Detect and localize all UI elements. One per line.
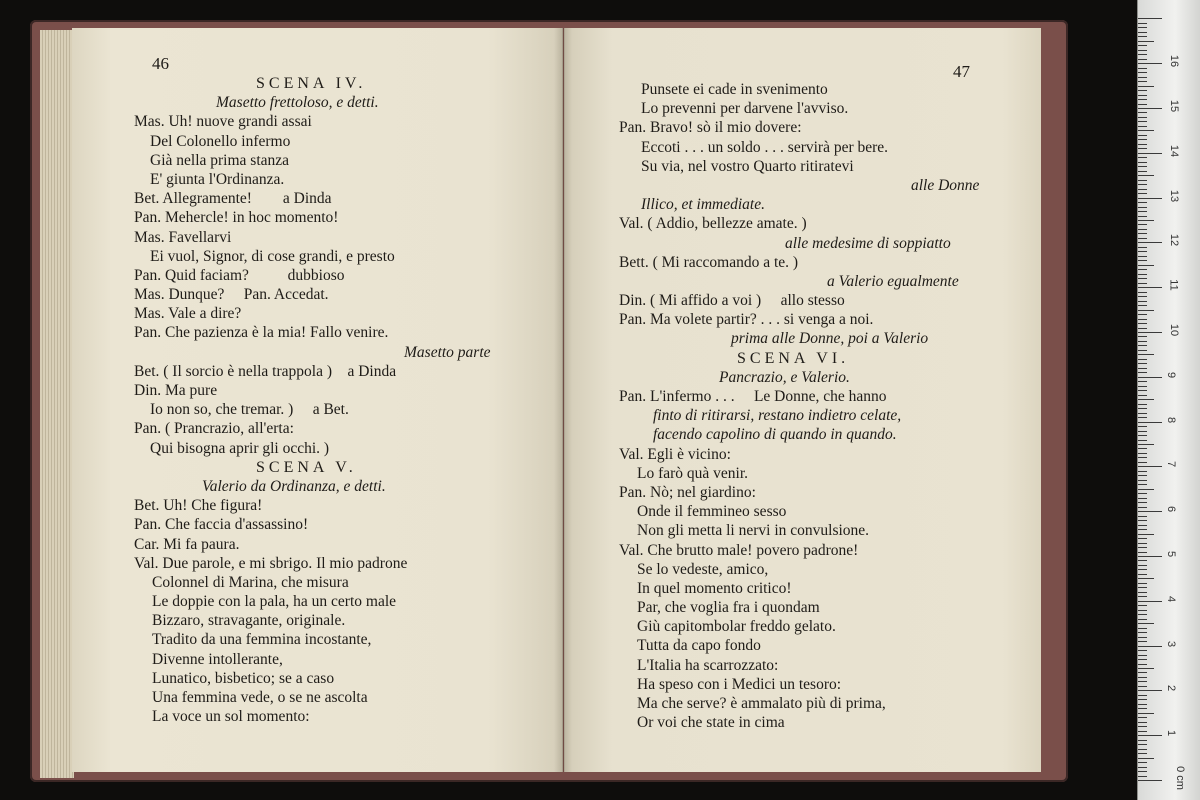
text-line: Mas. Vale a dire? [134, 305, 242, 323]
ruler-tick [1138, 372, 1147, 373]
ruler-tick [1138, 63, 1162, 64]
text-line: Bet. ( Il sorcio è nella trappola ) a Dinda [134, 362, 397, 380]
ruler-tick [1138, 23, 1147, 24]
ruler-tick [1138, 664, 1147, 665]
ruler-tick [1138, 198, 1162, 199]
ruler-tick [1138, 619, 1147, 620]
text-line: Qui bisogna aprir gli occhi. ) [150, 439, 330, 457]
ruler-tick [1138, 54, 1147, 55]
ruler-tick [1138, 108, 1162, 109]
ruler-tick [1138, 547, 1147, 548]
ruler-tick [1138, 112, 1147, 113]
ruler-tick [1138, 296, 1147, 297]
text-line: Lo prevenni per darvene l'avviso. [641, 100, 849, 118]
text-line: Pan. L'infermo . . . Le Donne, che hanno [619, 388, 887, 405]
text-line: Punsete ei cade in svenimento [641, 81, 828, 98]
text-line: Lunatico, bisbetico; se a caso [152, 669, 335, 687]
left-page [72, 28, 563, 772]
ruler-tick [1138, 713, 1154, 714]
text-line: Bet. Allegramente! a Dinda [134, 190, 332, 208]
book-gutter [554, 28, 572, 772]
text-line: Giù capitombolar freddo gelato. [637, 618, 836, 636]
ruler-tick [1138, 256, 1147, 257]
ruler-label: 13 [1168, 189, 1181, 202]
ruler-tick [1138, 216, 1147, 217]
ruler-tick [1138, 314, 1147, 315]
ruler-tick [1138, 162, 1147, 163]
ruler-tick [1138, 780, 1162, 781]
page-number-left: 46 [152, 54, 169, 73]
text-line: Val. ( Addio, bellezze amate. ) [619, 215, 807, 233]
ruler-tick [1138, 560, 1147, 561]
ruler-tick [1138, 601, 1162, 602]
ruler-tick [1138, 677, 1147, 678]
ruler-tick [1138, 274, 1147, 275]
ruler-tick [1138, 668, 1154, 669]
text-line: Masetto frettoloso, e detti. [216, 94, 379, 112]
ruler-tick [1138, 448, 1147, 449]
ruler-tick [1138, 171, 1147, 172]
right-page [564, 28, 1041, 772]
ruler-label: 6 [1165, 506, 1178, 513]
text-line: Masetto parte [404, 343, 491, 361]
ruler-tick [1138, 583, 1147, 584]
ruler-tick [1138, 345, 1147, 346]
ruler-tick [1138, 189, 1147, 190]
ruler-tick [1138, 269, 1147, 270]
ruler-tick [1138, 332, 1162, 333]
ruler-tick [1138, 99, 1147, 100]
ruler-label: 15 [1168, 99, 1181, 113]
ruler-tick [1138, 224, 1147, 225]
ruler-tick [1138, 233, 1147, 234]
text-line: a Valerio egualmente [827, 272, 959, 290]
ruler-tick [1138, 610, 1147, 611]
ruler-tick [1138, 90, 1147, 91]
ruler-tick [1138, 498, 1147, 499]
ruler-tick [1138, 121, 1147, 122]
ruler-tick [1138, 565, 1147, 566]
ruler-tick [1138, 578, 1154, 579]
ruler-tick [1138, 265, 1154, 266]
ruler-tick [1138, 507, 1147, 508]
text-line: Su via, nel vostro Quarto ritiratevi [641, 157, 854, 175]
text-line: Din. Ma pure [134, 382, 218, 399]
ruler-tick [1138, 184, 1147, 185]
text-line: Pan. Quid faciam? dubbioso [134, 266, 345, 284]
text-line: Pan. ( Prancrazio, all'erta: [134, 420, 294, 438]
ruler-tick [1138, 148, 1147, 149]
ruler-tick [1138, 368, 1147, 369]
ruler-label: 12 [1168, 234, 1181, 247]
ruler-tick [1138, 753, 1147, 754]
ruler-label: 11 [1167, 279, 1180, 291]
text-line: Ma che serve? è ammalato più di prima, [637, 695, 886, 712]
ruler-tick [1138, 762, 1147, 763]
ruler-tick [1138, 731, 1147, 732]
left-page-text [134, 74, 491, 726]
ruler-tick [1138, 220, 1154, 221]
ruler-tick [1138, 422, 1162, 423]
text-line: SCENA IV. [256, 75, 367, 92]
ruler-tick [1138, 283, 1147, 284]
text-line: Val. Egli è vicino: [619, 445, 731, 463]
ruler-tick [1138, 59, 1147, 60]
ruler-label: 16 [1168, 55, 1181, 68]
ruler-tick [1138, 328, 1147, 329]
ruler-tick [1138, 681, 1147, 682]
ruler-tick [1138, 480, 1147, 481]
ruler-label: 9 [1165, 371, 1178, 378]
ruler-tick [1138, 690, 1162, 691]
text-line: Pan. Nò; nel giardino: [619, 483, 756, 501]
text-line: Non gli metta li nervi in convulsione. [637, 522, 870, 540]
ruler-tick [1138, 404, 1147, 405]
text-line: Valerio da Ordinanza, e detti. [202, 477, 386, 495]
ruler-tick [1138, 130, 1154, 131]
text-line: Pan. Mehercle! in hoc momento! [134, 209, 339, 227]
ruler-tick [1138, 632, 1147, 633]
ruler-tick [1138, 247, 1147, 248]
text-line: Illico, et immediate. [641, 196, 765, 214]
ruler-tick [1138, 569, 1147, 570]
ruler-tick [1138, 207, 1147, 208]
text-line: Divenne intollerante, [152, 650, 283, 668]
ruler-tick [1138, 336, 1147, 337]
ruler-tick [1138, 574, 1147, 575]
ruler-tick [1138, 408, 1147, 409]
text-line: Pan. Bravo! sò il mio dovere: [619, 119, 802, 137]
ruler-tick [1138, 287, 1162, 288]
ruler-label: 14 [1168, 144, 1181, 157]
text-line: Onde il femmineo sesso [637, 503, 787, 521]
ruler-tick [1138, 104, 1147, 105]
ruler-tick [1138, 417, 1147, 418]
ruler-tick [1138, 695, 1147, 696]
ruler-tick [1138, 735, 1162, 736]
text-line: Bet. Uh! Che figura! [134, 497, 263, 515]
ruler-tick [1138, 435, 1147, 436]
text-line: Colonnel di Marina, che misura [152, 573, 349, 591]
ruler-tick [1138, 596, 1147, 597]
ruler-tick [1138, 354, 1154, 355]
ruler-tick [1138, 637, 1147, 638]
ruler-tick [1138, 525, 1147, 526]
text-line: Una femmina vede, o se ne ascolta [152, 689, 368, 706]
ruler-label: 5 [1165, 550, 1178, 558]
ruler-tick [1138, 440, 1147, 441]
ruler-tick [1138, 305, 1147, 306]
ruler-tick [1138, 722, 1147, 723]
text-line: Par, che voglia fra i quondam [637, 599, 820, 617]
text-line: finto di ritirarsi, restano indietro celate, [653, 407, 902, 425]
ruler-tick [1138, 556, 1162, 557]
ruler-tick [1138, 27, 1147, 28]
ruler-tick [1138, 381, 1147, 382]
text-line: Eccoti . . . un soldo . . . servirà per bere. [641, 138, 889, 156]
ruler-tick [1138, 776, 1147, 777]
text-line: Pan. Che pazienza è la mia! Fallo venire. [134, 324, 389, 342]
ruler-tick [1138, 229, 1147, 230]
ruler-tick [1138, 672, 1147, 673]
ruler-tick [1138, 587, 1147, 588]
ruler-tick [1138, 292, 1147, 293]
ruler-tick [1138, 552, 1147, 553]
ruler-tick [1138, 466, 1162, 467]
measuring-ruler [1137, 0, 1200, 800]
text-line: Pan. Ma volete partir? . . . si venga a noi. [619, 311, 874, 329]
ruler-tick [1138, 144, 1147, 145]
ruler-label: 3 [1165, 640, 1178, 647]
ruler-label: 4 [1165, 595, 1178, 602]
ruler-tick [1138, 605, 1147, 606]
ruler-tick [1138, 359, 1147, 360]
ruler-tick [1138, 278, 1147, 279]
text-line: In quel momento critico! [637, 579, 792, 597]
text-line: facendo capolino di quando in quando. [653, 426, 897, 444]
text-line: Mas. Dunque? Pan. Accedat. [134, 286, 329, 304]
ruler-tick [1138, 686, 1147, 687]
ruler-tick [1138, 431, 1147, 432]
text-line: prima alle Donne, poi a Valerio [731, 330, 929, 348]
ruler-tick [1138, 493, 1147, 494]
ruler-label: 10 [1168, 323, 1181, 337]
text-line: Tradito da una femmina incostante, [152, 631, 372, 649]
ruler-tick [1138, 767, 1147, 768]
text-line: alle Donne [911, 176, 980, 194]
ruler-tick [1138, 511, 1162, 512]
ruler-tick [1138, 175, 1154, 176]
text-line: Del Colonello infermo [150, 132, 291, 150]
ruler-tick [1138, 462, 1147, 463]
ruler-tick [1138, 623, 1154, 624]
ruler-tick [1138, 153, 1162, 154]
ruler-tick [1138, 211, 1147, 212]
text-line: Ha speso con i Medici un tesoro: [637, 675, 842, 693]
ruler-tick [1138, 704, 1147, 705]
ruler-tick [1138, 749, 1147, 750]
ruler-tick [1138, 117, 1147, 118]
text-line: SCENA V. [256, 458, 357, 476]
ruler-tick [1138, 471, 1147, 472]
ruler-tick [1138, 708, 1147, 709]
text-line: alle medesime di soppiatto [785, 234, 951, 252]
text-line: Se lo vedeste, amico, [637, 560, 769, 578]
ruler-tick [1138, 77, 1147, 78]
ruler-tick [1138, 390, 1147, 391]
text-line: Tutta da capo fondo [637, 637, 761, 655]
ruler-tick [1138, 68, 1147, 69]
ruler-tick [1138, 744, 1147, 745]
text-line: Val. Due parole, e mi sbrigo. Il mio padrone [134, 554, 408, 572]
ruler-tick [1138, 81, 1147, 82]
text-line: La voce un sol momento: [152, 708, 310, 726]
page-edges [40, 30, 74, 778]
ruler-tick [1138, 301, 1147, 302]
ruler-tick [1138, 166, 1147, 167]
text-line: Le doppie con la pala, ha un certo male [152, 593, 397, 611]
ruler-tick [1138, 740, 1147, 741]
ruler-tick [1138, 659, 1147, 660]
text-line: L'Italia ha scarrozzato: [637, 656, 779, 674]
ruler-tick [1138, 426, 1147, 427]
ruler-tick [1138, 350, 1147, 351]
page-number-right: 47 [953, 62, 970, 81]
ruler-tick [1138, 484, 1147, 485]
ruler-tick [1138, 126, 1147, 127]
text-line: E' giunta l'Ordinanza. [150, 170, 285, 188]
ruler-tick [1138, 758, 1154, 759]
text-line: Io non so, che tremar. ) a Bet. [150, 401, 349, 419]
ruler-tick [1138, 251, 1147, 252]
text-line: Pancrazio, e Valerio. [719, 368, 850, 386]
ruler-tick [1138, 86, 1154, 87]
ruler-tick [1138, 502, 1147, 503]
ruler-tick [1138, 32, 1147, 33]
text-line: Car. Mi fa paura. [134, 535, 240, 553]
ruler-tick [1138, 538, 1147, 539]
ruler-label: 1 [1165, 730, 1178, 737]
ruler-tick [1138, 323, 1147, 324]
text-line: Mas. Uh! nuove grandi assai [134, 113, 312, 131]
ruler-tick [1138, 193, 1147, 194]
ruler-tick [1138, 395, 1147, 396]
ruler-tick [1138, 529, 1147, 530]
ruler-tick [1138, 139, 1147, 140]
ruler-label: 8 [1165, 416, 1178, 423]
text-line: Ei vuol, Signor, di cose grandi, e presto [150, 247, 395, 265]
ruler-tick [1138, 628, 1147, 629]
ruler-tick [1138, 95, 1147, 96]
ruler-tick [1138, 45, 1147, 46]
ruler-tick [1138, 717, 1147, 718]
ruler-tick [1138, 614, 1147, 615]
ruler-tick [1138, 242, 1162, 243]
ruler-tick [1138, 444, 1154, 445]
ruler-tick [1138, 650, 1147, 651]
ruler-tick [1138, 399, 1154, 400]
ruler-tick [1138, 641, 1147, 642]
ruler-tick [1138, 36, 1147, 37]
ruler-tick [1138, 72, 1147, 73]
ruler-label: 0 cm [1173, 766, 1186, 790]
right-page-text [619, 80, 979, 732]
ruler-tick [1138, 50, 1147, 51]
ruler-tick [1138, 655, 1147, 656]
ruler-tick [1138, 319, 1147, 320]
ruler-tick [1138, 363, 1147, 364]
ruler-tick [1138, 699, 1147, 700]
ruler-tick [1138, 135, 1147, 136]
ruler-label: 7 [1165, 461, 1178, 468]
ruler-tick [1138, 489, 1154, 490]
ruler-tick [1138, 516, 1147, 517]
text-line: Din. ( Mi affido a voi ) allo stesso [619, 292, 845, 310]
ruler-tick [1138, 646, 1162, 647]
ruler-tick [1138, 543, 1147, 544]
ruler-tick [1138, 260, 1147, 261]
text-line: Lo farò quà venir. [637, 464, 749, 482]
ruler-tick [1138, 18, 1162, 19]
ruler-tick [1138, 157, 1147, 158]
text-line: Val. Che brutto male! povero padrone! [619, 541, 859, 559]
ruler-tick [1138, 238, 1147, 239]
ruler-tick [1138, 413, 1147, 414]
ruler-tick [1138, 475, 1147, 476]
ruler-tick [1138, 341, 1147, 342]
ruler-tick [1138, 592, 1147, 593]
text-line: Mas. Favellarvi [134, 228, 232, 246]
text-line: Già nella prima stanza [150, 151, 290, 169]
ruler-tick [1138, 41, 1154, 42]
ruler-tick [1138, 377, 1162, 378]
text-line: SCENA VI. [737, 349, 850, 367]
ruler-tick [1138, 453, 1147, 454]
ruler-tick [1138, 386, 1147, 387]
ruler-tick [1138, 202, 1147, 203]
ruler-tick [1138, 771, 1147, 772]
text-line: Pan. Che faccia d'assassino! [134, 516, 309, 534]
ruler-label: 2 [1165, 685, 1178, 692]
text-line: Bett. ( Mi raccomando a te. ) [619, 253, 799, 271]
ruler-tick [1138, 520, 1147, 521]
text-line: Bizzaro, stravagante, originale. [152, 612, 346, 630]
ruler-tick [1138, 534, 1154, 535]
ruler-tick [1138, 180, 1147, 181]
text-line: Or voi che state in cima [637, 714, 785, 732]
ruler-tick [1138, 310, 1154, 311]
ruler-tick [1138, 726, 1147, 727]
ruler-tick [1138, 457, 1147, 458]
